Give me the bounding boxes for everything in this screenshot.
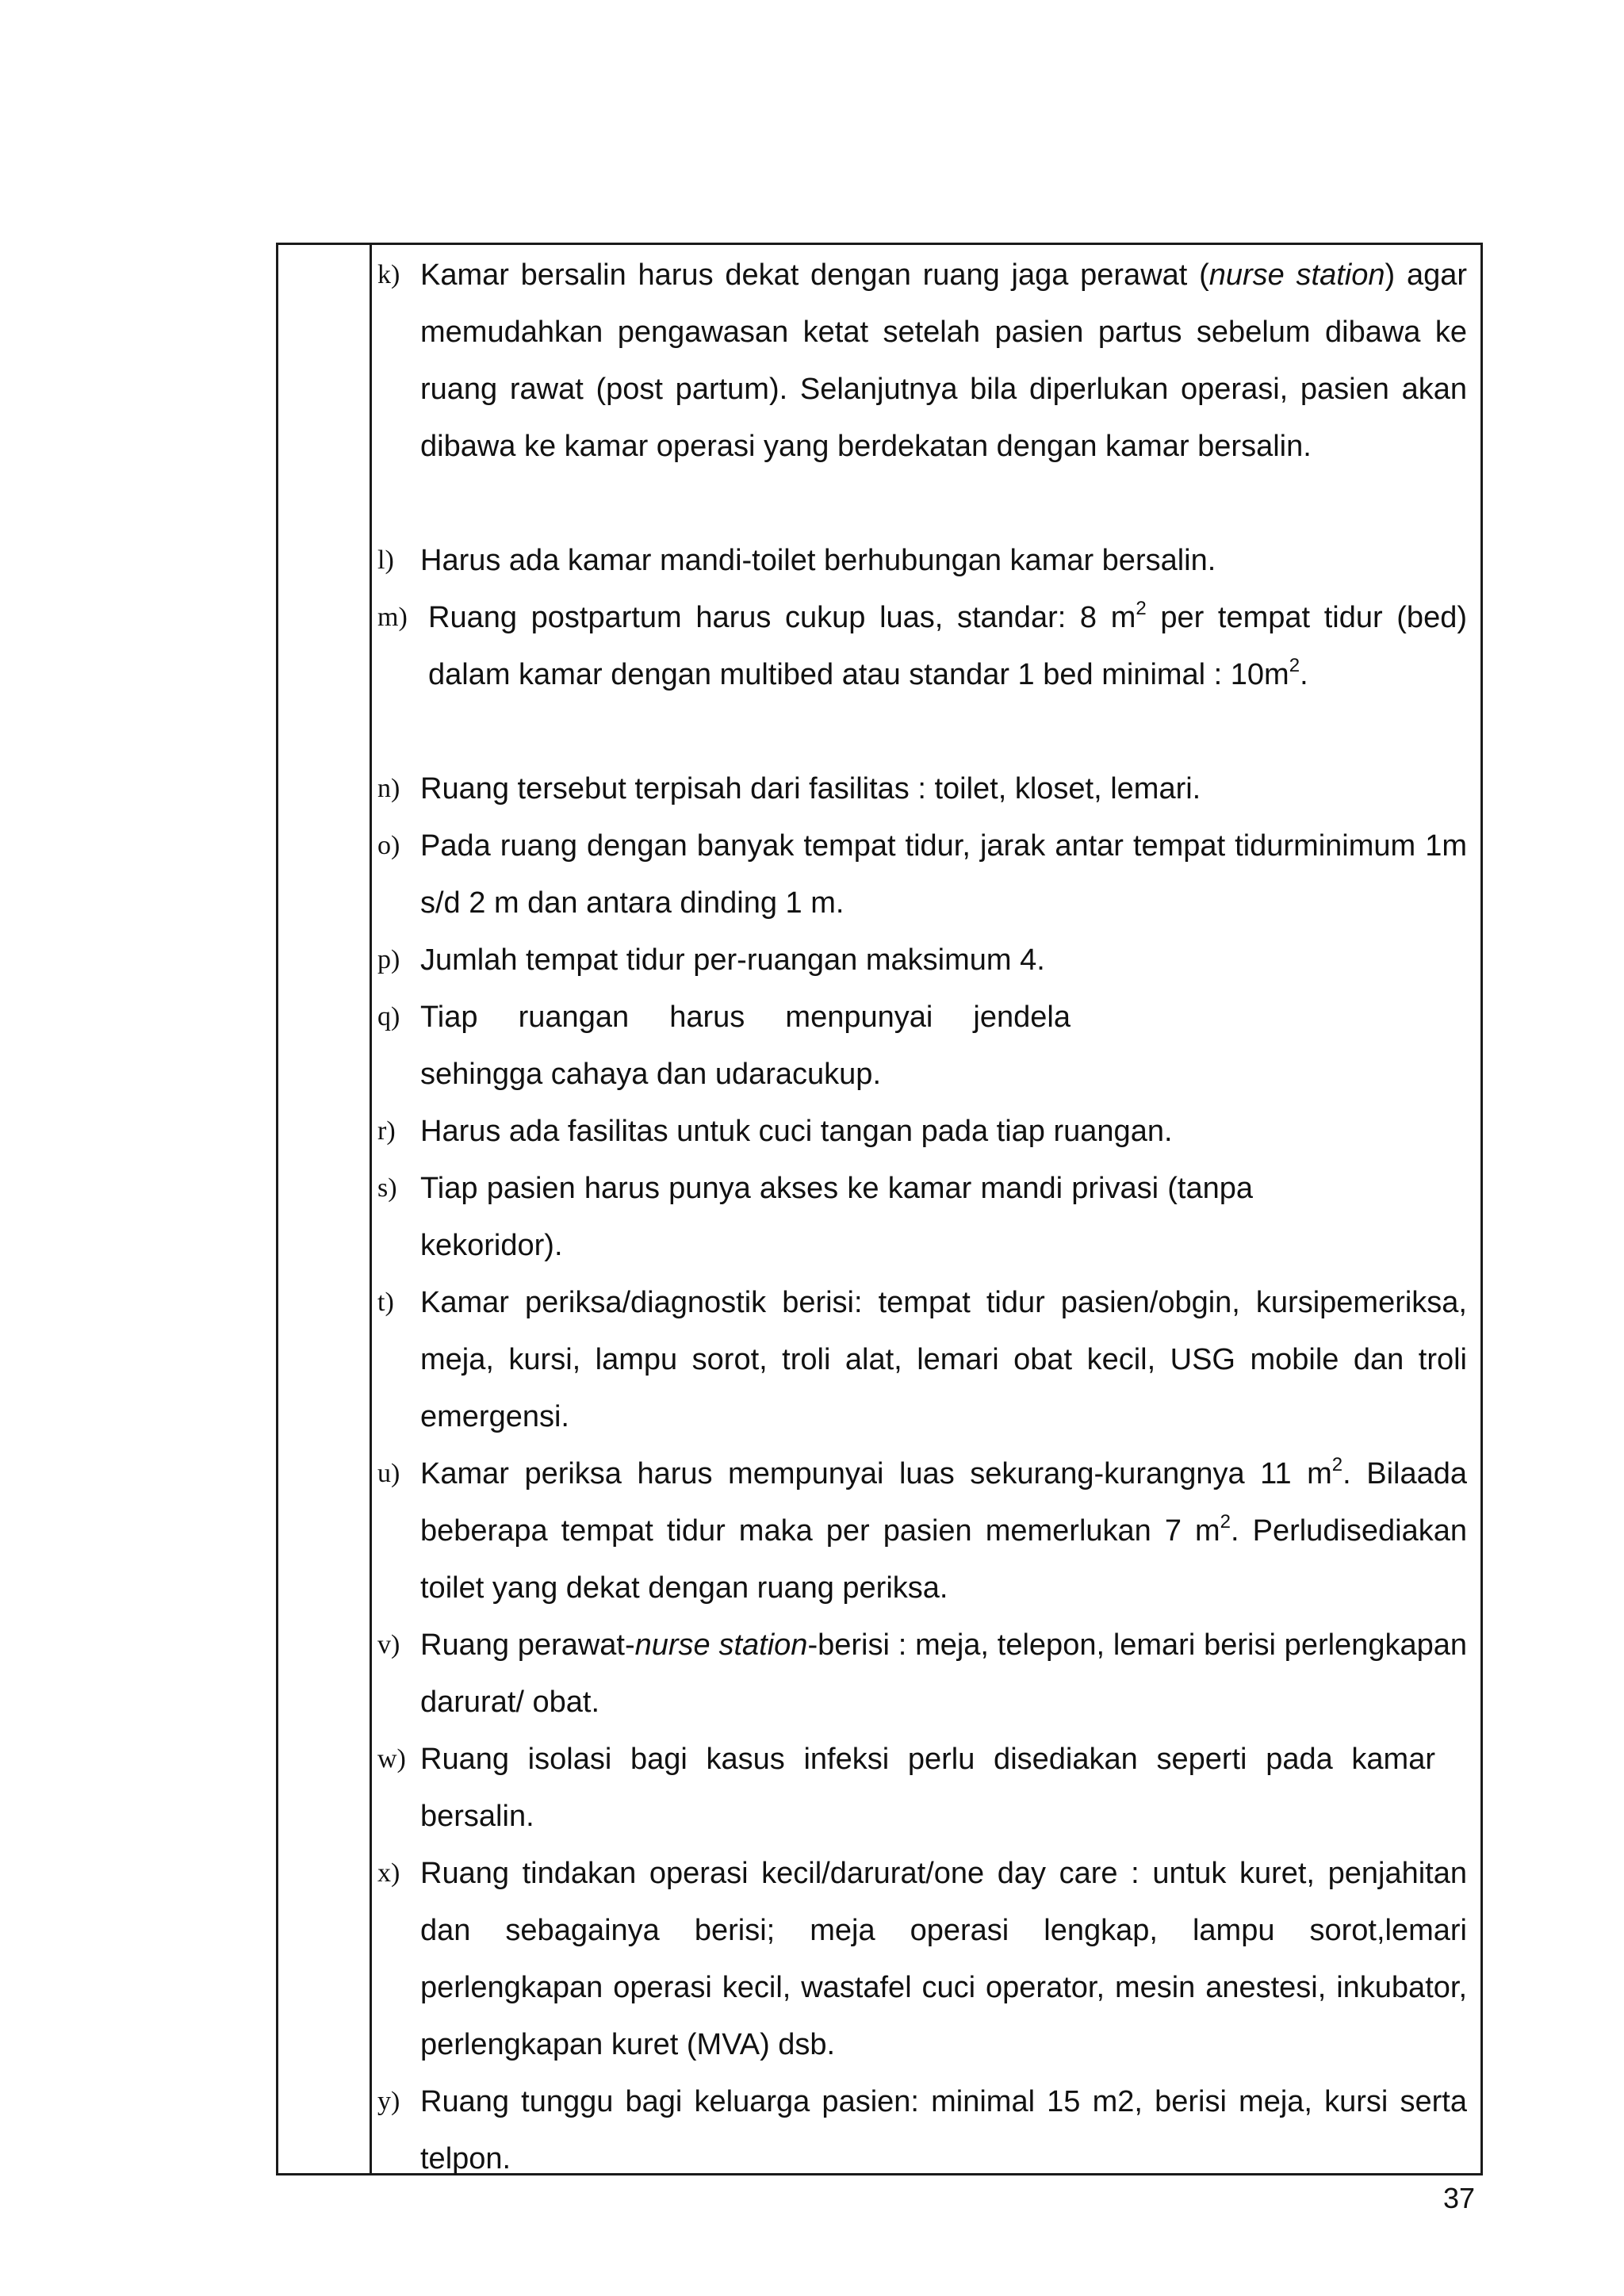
- list-item-y: [377, 2073, 1467, 2187]
- item-text: Harus ada fasilitas untuk cuci tangan pada tiap ruangan.: [420, 1115, 1173, 1148]
- item-text: Kamar periksa/diagnostik berisi: tempat tidur pasien/obgin, kursipemeriksa, meja, kursi, lampu sorot, troli alat, lemari obat kecil, USG mobile dan troli emergensi.: [420, 1286, 1467, 1433]
- item-letter: p): [377, 945, 400, 974]
- item-letter: r): [377, 1116, 396, 1146]
- item-letter: l): [377, 545, 394, 575]
- column-divider: [370, 245, 372, 2173]
- item-text: Harus ada kamar mandi-toilet berhubungan kamar bersalin.: [420, 544, 1216, 577]
- item-letter: y): [377, 2087, 400, 2116]
- item-letter: v): [377, 1630, 400, 1659]
- item-text: Pada ruang dengan banyak tempat tidur, jarak antar tempat tidurminimum 1m s/d 2 m dan antara dinding 1 m.: [420, 829, 1467, 920]
- item-letter: o): [377, 831, 400, 860]
- item-letter: t): [377, 1288, 394, 1317]
- item-letter: k): [377, 260, 400, 289]
- list-item-w: [377, 1731, 1467, 1845]
- item-letter: q): [377, 1002, 400, 1031]
- list-item-u: [377, 1445, 1467, 1617]
- item-text: Ruang postpartum harus cukup luas, standar: 8 $m^2$ per tempat tidur (bed) dalam kamar dengan multibed atau standar 1 bed minimal : $10m^2$.: [428, 598, 1467, 691]
- item-letter: s): [377, 1173, 397, 1203]
- list-item-n: [377, 760, 1467, 817]
- item-text: Ruang perawat-nurse station-berisi : meja, telepon, lemari berisi perlengkapan darurat/ obat.: [420, 1628, 1467, 1719]
- item-text: Jumlah tempat tidur per-ruangan maksimum 4.: [420, 943, 1045, 977]
- item-text: Tiap ruangan harus menpunyai jendela sehingga cahaya dan udaracukup.: [420, 1001, 1071, 1091]
- list-item-v: [377, 1617, 1467, 1731]
- list-item-x: [377, 1845, 1467, 2073]
- list-item-r: [377, 1103, 1467, 1160]
- item-text: Kamar periksa harus mempunyai luas sekurang-kurangnya 11 $m^2$. Bilaada beberapa tempat tidur maka per pasien memerlukan 7 $m^2$. Perludisediakan toilet yang dekat dengan ruang periksa.: [420, 1454, 1468, 1605]
- item-text: Ruang tunggu bagi keluarga pasien: minimal 15 m2, berisi meja, kursi serta telpon.: [420, 2085, 1467, 2175]
- list-item-t: [377, 1274, 1467, 1445]
- item-letter: m): [377, 603, 408, 632]
- item-letter: w): [377, 1744, 406, 1774]
- content-table: [276, 243, 1483, 2175]
- list-item-s: [377, 1160, 1467, 1274]
- item-text: Tiap pasien harus punya akses ke kamar mandi privasi (tanpa kekoridor).: [420, 1172, 1253, 1262]
- list-item-o: [377, 817, 1467, 932]
- item-letter: x): [377, 1858, 400, 1888]
- item-text: Ruang tersebut terpisah dari fasilitas : toilet, kloset, lemari.: [420, 772, 1201, 806]
- list-item-k: [377, 247, 1467, 475]
- list-item-l: [377, 532, 1467, 589]
- item-letter: n): [377, 774, 400, 803]
- item-text: Ruang tindakan operasi kecil/darurat/one day care : untuk kuret, penjahitan dan sebagainya berisi; meja operasi lengkap, lampu sorot,lemari perlengkapan operasi kecil, wastafel cuci operator, mesin anestesi, inkubator, perlengkapan kuret (MVA) dsb.: [420, 1857, 1467, 2061]
- item-text: Ruang isolasi bagi kasus infeksi perlu disediakan seperti pada kamar bersalin.: [420, 1743, 1435, 1833]
- list-item-q: [377, 989, 1467, 1103]
- page-number: 37: [1442, 2182, 1475, 2214]
- list-item-p: [377, 932, 1467, 989]
- list-item-m: [377, 589, 1467, 703]
- item-letter: u): [377, 1459, 400, 1488]
- item-text: Kamar bersalin harus dekat dengan ruang jaga perawat (nurse station) agar memudahkan pengawasan ketat setelah pasien partus sebelum dibawa ke ruang rawat (post partum). Selanjutnya bila diperlukan operasi, pasien akan dibawa ke kamar operasi yang berdekatan dengan kamar bersalin.: [420, 258, 1467, 463]
